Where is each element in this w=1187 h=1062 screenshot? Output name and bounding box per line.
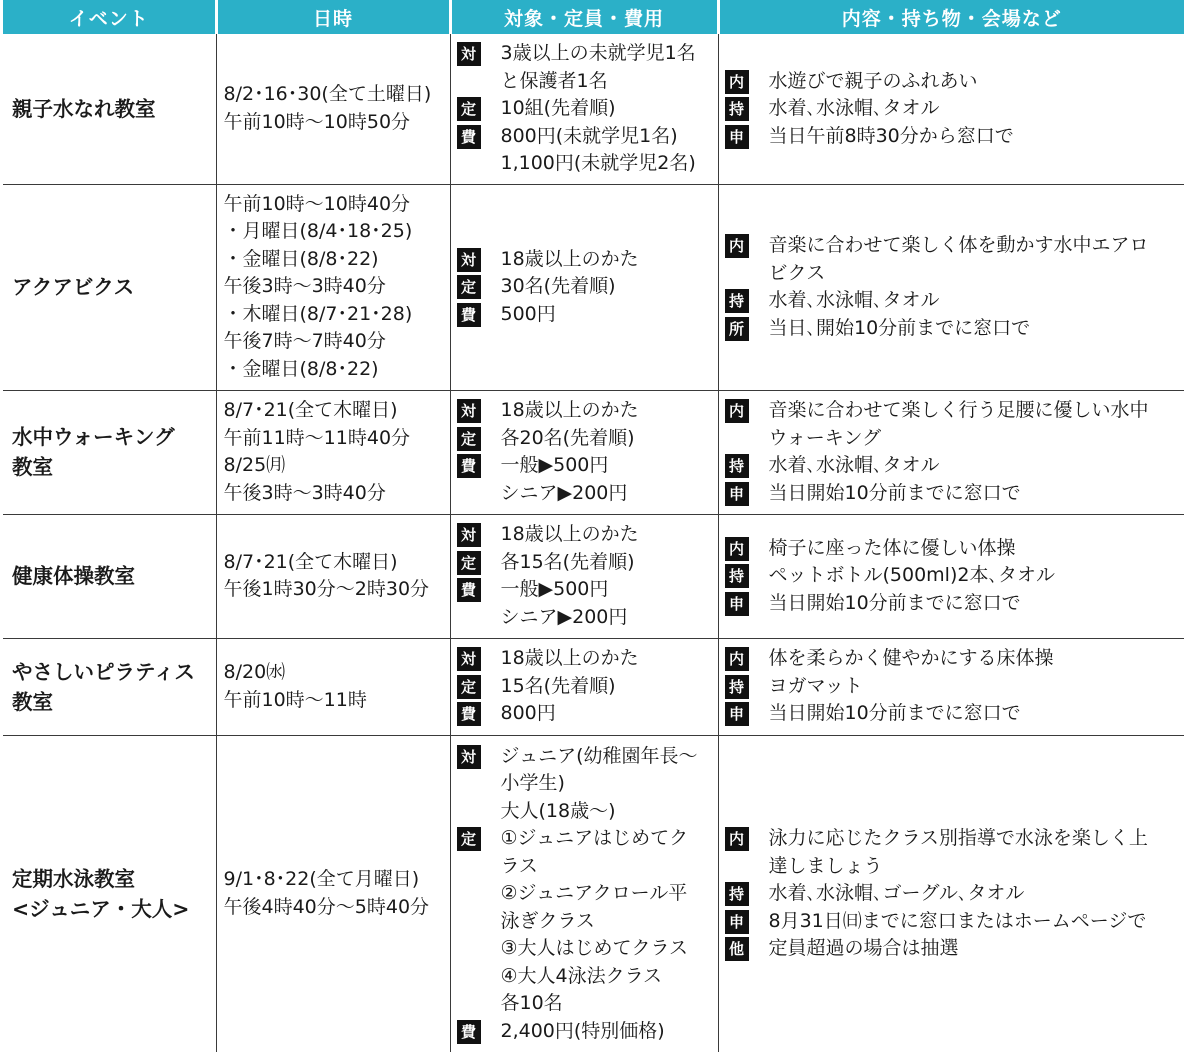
datetime-line: 午後7時～7時40分: [223, 330, 386, 353]
item-text-line: シニア▶200円: [500, 481, 628, 504]
event-name-line: 健康体操教室: [12, 564, 135, 588]
item-text: [501, 301, 718, 329]
item-text-line: 18歳以上のかた: [500, 523, 639, 545]
datetime-line: 午前10時～10時50分: [223, 110, 411, 133]
badge-対-icon: 対: [457, 399, 481, 423]
item-text-line: 定員超過の場合は抽選: [768, 937, 959, 959]
datetime-line: 8/7･21(全て木曜日): [223, 550, 398, 573]
item-line: [725, 562, 1185, 590]
item-line: [457, 1018, 718, 1046]
item-text-line: ②ジュニアクロール平: [500, 882, 688, 904]
datetime-line: 8/25㈪: [223, 454, 286, 476]
item-text-line: 3歳以上の未就学児1名: [500, 42, 696, 64]
item-line: [457, 645, 718, 673]
item-line: [457, 700, 718, 728]
item-line: [457, 673, 718, 701]
badge-定-icon: 定: [457, 427, 481, 451]
item-text: [769, 123, 1185, 151]
badge-費-icon: 費: [457, 454, 481, 478]
item-line: [725, 397, 1185, 452]
item-text: [501, 123, 718, 178]
item-line: [457, 521, 718, 549]
badge-対-icon: 対: [457, 647, 481, 671]
event-name-line: やさしいピラティス: [12, 659, 195, 684]
item-line: [725, 315, 1185, 343]
badge-費-icon: 費: [457, 303, 481, 327]
item-text: [501, 549, 718, 577]
target-cell: [450, 184, 718, 390]
badge-持-icon: 持: [725, 882, 749, 906]
item-text: [769, 287, 1185, 315]
badge-定-icon: 定: [457, 827, 481, 851]
badge-内-icon: 内: [725, 234, 749, 258]
item-text: [769, 562, 1185, 590]
item-text-line: 800円(未就学児1名): [500, 124, 678, 147]
item-text-line: 小学生): [500, 772, 565, 794]
table-row: [3, 638, 1184, 735]
item-text-line: 泳ぎクラス: [500, 909, 595, 932]
badge-内-icon: 内: [725, 537, 749, 561]
table-row: [3, 184, 1184, 390]
item-text-line: 水遊びで親子のふれあい: [768, 69, 978, 92]
badge-費-icon: 費: [457, 702, 481, 726]
item-text-line: 達しましょう: [768, 854, 883, 877]
item-text-line: 18歳以上のかた: [500, 399, 639, 421]
item-text: [769, 397, 1185, 452]
badge-持-icon: 持: [725, 454, 749, 478]
target-cell: [450, 34, 718, 184]
item-text: [501, 673, 718, 701]
item-text-line: ③大人はじめてクラス: [500, 937, 688, 959]
item-text-line: ①ジュニアはじめてク: [500, 827, 689, 849]
item-text-line: 各20名(先着順): [500, 426, 635, 449]
item-text: [769, 315, 1185, 343]
item-text: [501, 273, 718, 301]
badge-内-icon: 内: [725, 647, 749, 671]
item-text-line: 体を柔らかく健やかにする床体操: [768, 647, 1054, 670]
table-row: [3, 390, 1184, 514]
item-line: [725, 825, 1185, 880]
item-line: [457, 425, 718, 453]
table-row: [3, 735, 1184, 1052]
badge-持-icon: 持: [725, 97, 749, 121]
badge-所-icon: 所: [725, 317, 749, 341]
item-text: [769, 673, 1185, 701]
item-line: [457, 95, 718, 123]
item-line: [725, 68, 1185, 96]
item-text-line: 椅子に座った体に優しい体操: [768, 536, 1016, 559]
item-text-line: 一般▶500円: [500, 454, 609, 476]
badge-費-icon: 費: [457, 125, 481, 149]
item-text-line: ヨガマット: [768, 674, 863, 697]
badge-対-icon: 対: [457, 248, 481, 272]
item-text: [769, 700, 1185, 728]
header-target: 対象・定員・費用: [450, 0, 718, 34]
event-table: [3, 0, 1184, 1052]
item-text: [501, 452, 718, 507]
event-name-cell: [3, 735, 216, 1052]
badge-定-icon: 定: [457, 551, 481, 575]
item-text-line: ペットボトル(500ml)2本､タオル: [768, 564, 1055, 587]
item-line: [725, 645, 1185, 673]
item-text: [769, 645, 1185, 673]
datetime-cell: [216, 390, 450, 514]
item-text-line: 音楽に合わせて楽しく行う足腰に優しい水中: [768, 399, 1149, 421]
item-line: [725, 123, 1185, 151]
datetime-line: ・金曜日(8/8･22): [223, 357, 379, 380]
item-text-line: 当日開始10分前までに窓口で: [768, 481, 1021, 504]
item-line: [725, 935, 1185, 963]
item-text-line: 2,400円(特別価格): [500, 1019, 665, 1042]
item-line: [725, 590, 1185, 618]
item-text-line: 30名(先着順): [500, 275, 616, 298]
datetime-line: ・月曜日(8/4･18･25): [223, 220, 413, 243]
content-cell: [718, 638, 1184, 735]
event-name-line: 定期水泳教室: [12, 866, 135, 891]
item-line: [725, 700, 1185, 728]
event-name-line: <ジュニア・大人>: [12, 896, 190, 921]
datetime-cell: [216, 184, 450, 390]
target-cell: [450, 390, 718, 514]
item-text: [769, 935, 1185, 963]
badge-対-icon: 対: [457, 42, 481, 66]
header-datetime: 日時: [216, 0, 450, 34]
datetime-line: 8/7･21(全て木曜日): [223, 399, 398, 421]
item-line: [725, 480, 1185, 508]
item-text-line: 500円: [500, 302, 556, 325]
item-line: [725, 287, 1185, 315]
datetime-line: 8/2･16･30(全て土曜日): [223, 83, 432, 106]
item-text-line: 当日午前8時30分から窓口で: [768, 124, 1014, 147]
item-line: [457, 246, 718, 274]
badge-費-icon: 費: [457, 578, 481, 602]
item-text: [501, 95, 718, 123]
item-text: [501, 1018, 718, 1046]
item-text: [501, 397, 718, 425]
item-text: [501, 246, 718, 274]
content-cell: [718, 34, 1184, 184]
item-text-line: 10組(先着順): [500, 97, 616, 119]
item-text-line: 8月31日㈰までに窓口またはホームページで: [768, 909, 1147, 932]
item-text-line: 800円: [500, 702, 556, 725]
item-text-line: 当日開始10分前までに窓口で: [768, 591, 1021, 614]
item-text: [769, 908, 1185, 936]
target-cell: [450, 514, 718, 638]
datetime-line: 9/1･8･22(全て月曜日): [223, 868, 420, 891]
item-text-line: 一般▶500円: [500, 578, 609, 600]
item-text: [769, 590, 1185, 618]
item-line: [457, 549, 718, 577]
content-cell: [718, 390, 1184, 514]
item-text-line: 水着､水泳帽､ゴーグル､タオル: [768, 882, 1025, 904]
item-text: [501, 576, 718, 631]
item-line: [457, 301, 718, 329]
badge-定-icon: 定: [457, 97, 481, 121]
badge-持-icon: 持: [725, 564, 749, 588]
target-cell: [450, 735, 718, 1052]
content-cell: [718, 735, 1184, 1052]
item-text-line: 大人(18歳～): [500, 799, 616, 822]
badge-対-icon: 対: [457, 745, 481, 769]
badge-費-icon: 費: [457, 1020, 481, 1044]
item-text: [769, 535, 1185, 563]
badge-内-icon: 内: [725, 70, 749, 94]
event-name-cell: [3, 514, 216, 638]
badge-定-icon: 定: [457, 675, 481, 699]
badge-申-icon: 申: [725, 702, 749, 726]
event-name-line: 親子水なれ教室: [12, 96, 156, 121]
item-text-line: 各15名(先着順): [500, 550, 635, 573]
item-text-line: と保護者1名: [500, 69, 608, 92]
table-row: [3, 34, 1184, 184]
item-text-line: 水着､水泳帽､タオル: [768, 289, 940, 311]
item-line: [457, 40, 718, 95]
item-line: [457, 576, 718, 631]
datetime-line: ・木曜日(8/7･21･28): [223, 302, 413, 325]
badge-申-icon: 申: [725, 125, 749, 149]
event-name-line: 水中ウォーキング: [12, 425, 175, 449]
item-text-line: ビクス: [768, 261, 826, 284]
event-name-line: 教室: [12, 455, 53, 479]
item-line: [457, 743, 718, 826]
badge-持-icon: 持: [725, 289, 749, 313]
content-cell: [718, 184, 1184, 390]
datetime-line: 午後1時30分～2時30分: [223, 578, 430, 600]
badge-申-icon: 申: [725, 592, 749, 616]
item-line: [457, 825, 718, 1018]
event-name-line: 教室: [12, 689, 53, 714]
item-text-line: ラス: [500, 854, 538, 877]
item-line: [457, 123, 718, 178]
item-text-line: 水着､水泳帽､タオル: [768, 454, 940, 476]
datetime-line: 午後3時～3時40分: [223, 275, 386, 298]
item-line: [725, 232, 1185, 287]
item-line: [457, 452, 718, 507]
item-line: [725, 908, 1185, 936]
datetime-line: 午前10時～10時40分: [223, 192, 411, 215]
datetime-cell: [216, 638, 450, 735]
badge-内-icon: 内: [725, 399, 749, 423]
item-line: [725, 452, 1185, 480]
datetime-line: 午前11時～11時40分: [223, 426, 411, 449]
item-line: [457, 397, 718, 425]
badge-申-icon: 申: [725, 910, 749, 934]
target-cell: [450, 638, 718, 735]
item-text-line: ジュニア(幼稚園年長～: [500, 744, 698, 767]
item-line: [725, 673, 1185, 701]
badge-申-icon: 申: [725, 482, 749, 506]
item-text: [501, 40, 718, 95]
event-name-cell: [3, 638, 216, 735]
item-text: [769, 232, 1185, 287]
datetime-line: 8/20㈬: [223, 661, 286, 683]
datetime-cell: [216, 514, 450, 638]
item-text-line: 音楽に合わせて楽しく体を動かす水中エアロ: [768, 234, 1149, 256]
datetime-cell: [216, 735, 450, 1052]
item-text: [501, 425, 718, 453]
item-text: [501, 700, 718, 728]
item-text-line: 水着､水泳帽､タオル: [768, 97, 940, 119]
event-name-cell: [3, 184, 216, 390]
item-text: [769, 480, 1185, 508]
item-text-line: 18歳以上のかた: [500, 247, 639, 270]
badge-定-icon: 定: [457, 275, 481, 299]
table-header-row: [3, 0, 1184, 34]
item-text-line: 当日､開始10分前までに窓口で: [768, 316, 1031, 339]
item-line: [725, 535, 1185, 563]
item-text-line: シニア▶200円: [500, 605, 628, 628]
event-name-cell: [3, 390, 216, 514]
table-row: [3, 514, 1184, 638]
item-text-line: 当日開始10分前までに窓口で: [768, 702, 1021, 725]
badge-対-icon: 対: [457, 523, 481, 547]
event-name-cell: [3, 34, 216, 184]
item-text: [769, 95, 1185, 123]
badge-内-icon: 内: [725, 827, 749, 851]
item-text-line: 1,100円(未就学児2名): [500, 152, 696, 174]
item-text-line: ④大人4泳法クラス: [500, 964, 663, 987]
item-line: [725, 880, 1185, 908]
item-line: [457, 273, 718, 301]
item-text-line: 各10名: [500, 992, 563, 1014]
badge-他-icon: 他: [725, 937, 749, 961]
datetime-line: 午前10時～11時: [223, 688, 367, 711]
content-cell: [718, 514, 1184, 638]
event-name-line: アクアビクス: [12, 275, 135, 299]
item-line: [725, 95, 1185, 123]
item-text: [501, 825, 718, 1018]
datetime-line: ・金曜日(8/8･22): [223, 247, 379, 270]
item-text-line: 15名(先着順): [500, 674, 616, 697]
badge-持-icon: 持: [725, 675, 749, 699]
datetime-cell: [216, 34, 450, 184]
item-text-line: 18歳以上のかた: [500, 647, 639, 670]
header-content: 内容・持ち物・会場など: [718, 0, 1184, 34]
item-text: [769, 825, 1185, 880]
item-text: [769, 68, 1185, 96]
header-event: イベント: [3, 0, 216, 34]
item-text: [501, 645, 718, 673]
item-text: [769, 880, 1185, 908]
datetime-line: 午後4時40分～5時40分: [223, 895, 430, 918]
item-text: [501, 521, 718, 549]
datetime-line: 午後3時～3時40分: [223, 481, 386, 504]
item-text-line: ウォーキング: [768, 426, 882, 449]
item-text: [769, 452, 1185, 480]
item-text-line: 泳力に応じたクラス別指導で水泳を楽しく上: [768, 827, 1148, 849]
item-text: [501, 743, 718, 826]
